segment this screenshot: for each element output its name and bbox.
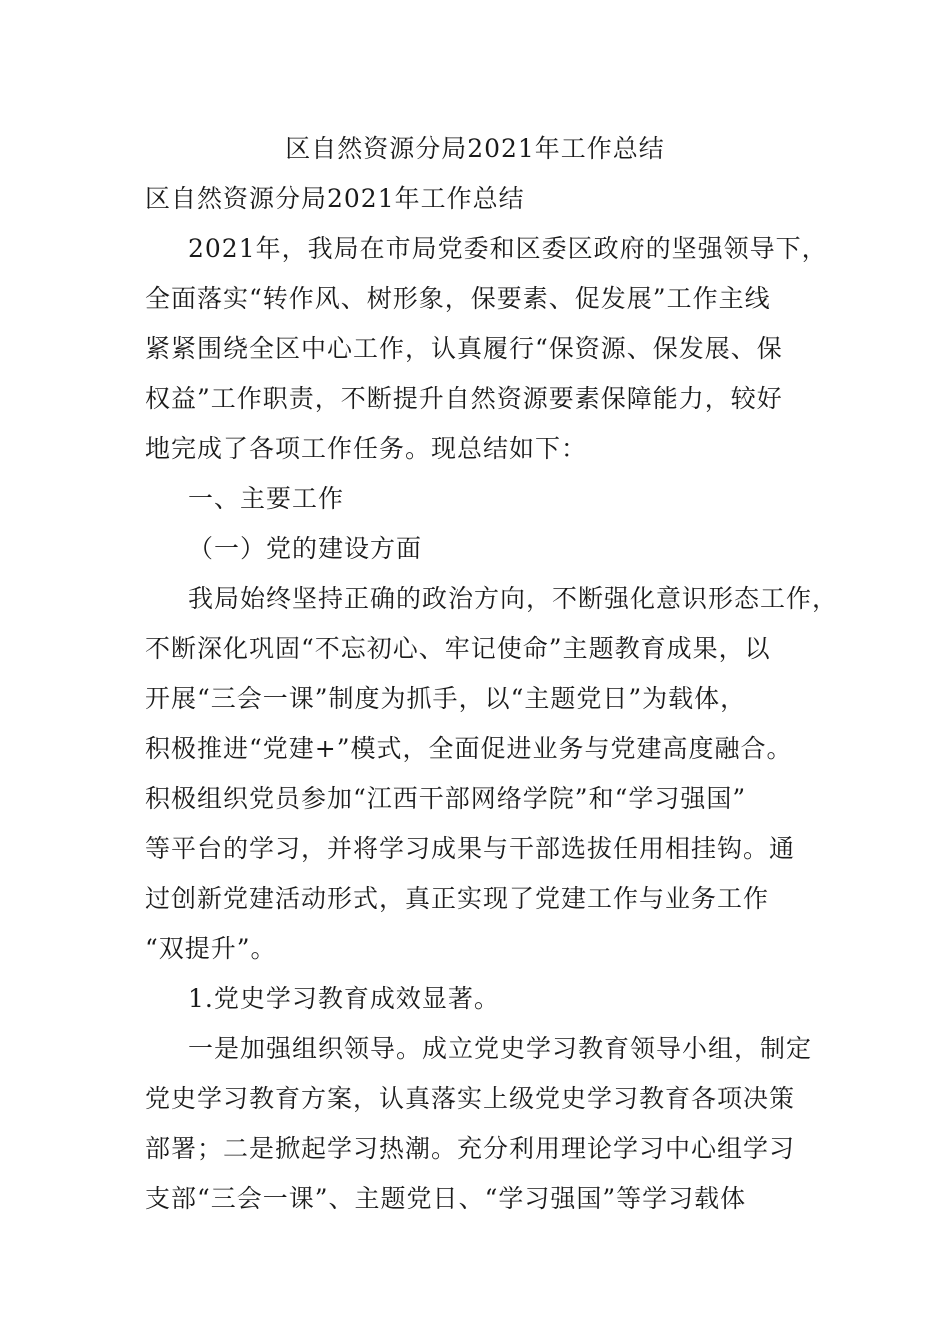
- section-heading: 一、主要工作: [188, 484, 345, 513]
- paragraph-line: 部署；二是掀起学习热潮。充分利用理论学习中心组学习: [145, 1134, 796, 1163]
- paragraph-line: 积极推进“党建+”模式，全面促进业务与党建高度融合。: [145, 734, 793, 763]
- paragraph-line: 支部“三会一课”、主题党日、“学习强国”等学习载体: [145, 1184, 747, 1213]
- subsection-heading: （一）党的建设方面: [188, 534, 423, 563]
- numbered-heading: 1.党史学习教育成效显著。: [188, 984, 500, 1013]
- paragraph-line: 党史学习教育方案，认真落实上级党史学习教育各项决策: [145, 1084, 796, 1113]
- paragraph-line: 我局始终坚持正确的政治方向，不断强化意识形态工作，: [188, 584, 839, 613]
- paragraph-line: 一是加强组织领导。成立党史学习教育领导小组，制定: [188, 1034, 813, 1063]
- document-subtitle: 区自然资源分局2021年工作总结: [145, 184, 525, 213]
- paragraph-line: 地完成了各项工作任务。现总结如下：: [145, 434, 588, 463]
- paragraph-line: 紧紧围绕全区中心工作，认真履行“保资源、保发展、保: [145, 334, 783, 363]
- paragraph-line: 权益”工作职责，不断提升自然资源要素保障能力，较好: [145, 384, 783, 413]
- paragraph-line: 过创新党建活动形式，真正实现了党建工作与业务工作: [145, 884, 770, 913]
- document-title: 区自然资源分局2021年工作总结: [285, 134, 665, 163]
- paragraph-line: 全面落实“转作风、树形象，保要素、促发展”工作主线: [145, 284, 771, 313]
- paragraph-line: 开展“三会一课”制度为抓手，以“主题党日”为载体，: [145, 684, 747, 713]
- paragraph-line: 积极组织党员参加“江西干部网络学院”和“学习强国”: [145, 784, 747, 813]
- paragraph-line: 2021年，我局在市局党委和区委区政府的坚强领导下，: [188, 234, 828, 263]
- paragraph-line: 等平台的学习，并将学习成果与干部选拔任用相挂钩。通: [145, 834, 796, 863]
- paragraph-line: 不断深化巩固“不忘初心、牢记使命”主题教育成果，以: [145, 634, 771, 663]
- paragraph-line: “双提升”。: [145, 934, 277, 963]
